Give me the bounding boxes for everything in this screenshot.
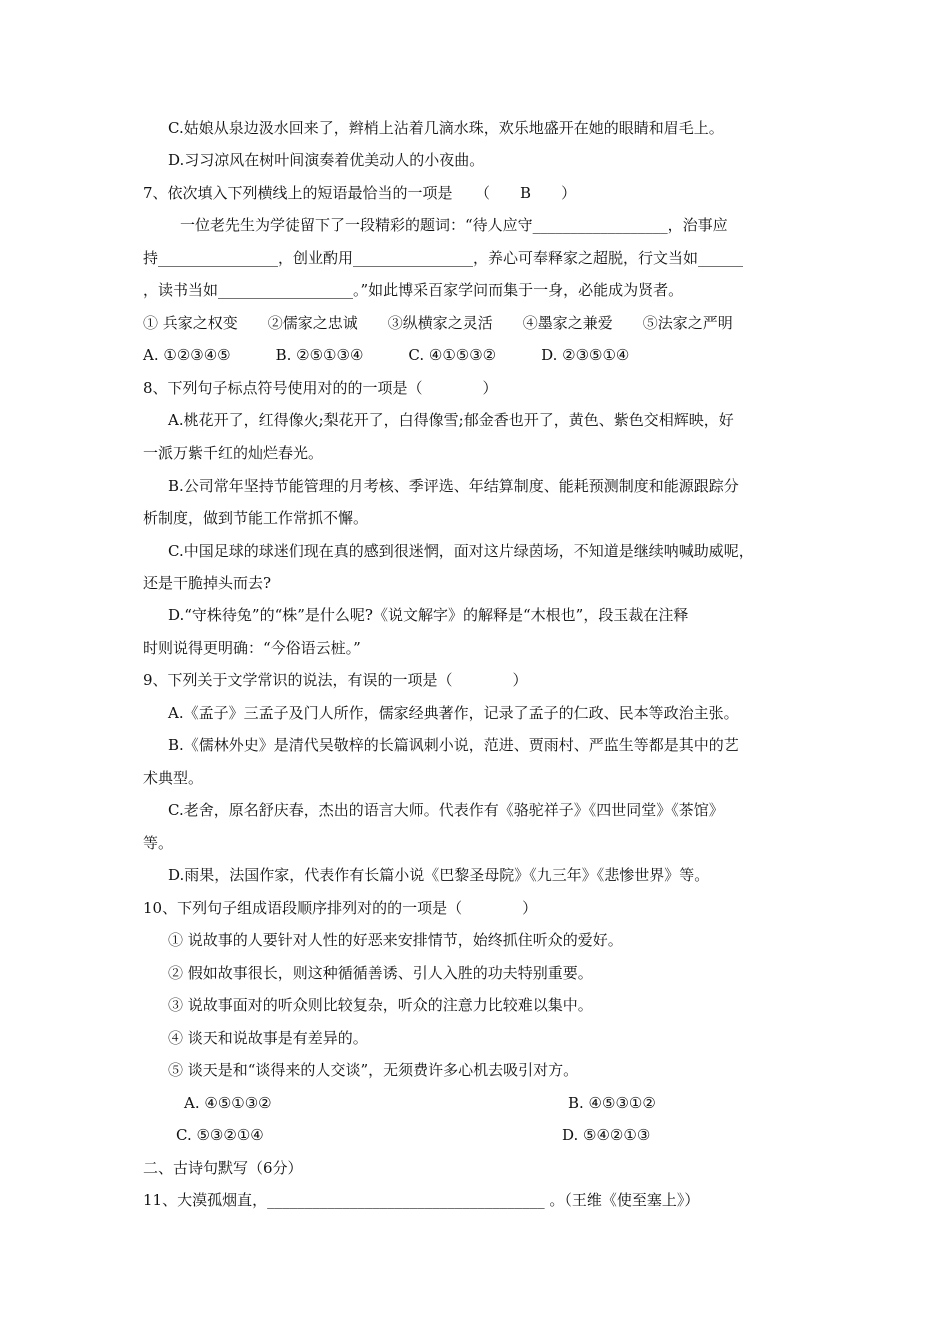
q8-option-c-line2: 还是干脆掉头而去? [143,574,272,592]
q7-passage-line3: ，读书当如__________________。”如此博采百家学问而集于一身，必能成为贤者。 [143,281,684,299]
q10-option-d: D. ⑤④②①③ [562,1126,651,1144]
q10-sentence-3: ③ 说故事面对的听众则比较复杂，听众的注意力比较难以集中。 [168,996,593,1014]
q7-choices: ① 兵家之权变 ②儒家之忠诚 ③纵横家之灵活 ④墨家之兼爱 ⑤法家之严明 [143,314,733,332]
q7-passage-line2: 持________________，创业酌用________________，养心可奉释家之超脱，行文当如______ [143,249,744,267]
q8-option-b-line2: 析制度，做到节能工作常抓不懈。 [143,509,369,527]
q9-option-d: D.雨果，法国作家，代表作有长篇小说《巴黎圣母院》《九三年》《悲惨世界》等。 [168,866,710,884]
q10-sentence-4: ④ 谈天和说故事是有差异的。 [168,1029,368,1047]
q9-option-c-line1: C.老舍，原名舒庆春，杰出的语言大师。代表作有《骆驼祥子》《四世同堂》《茶馆》 [168,801,724,819]
section-2-heading: 二、古诗句默写（6分） [143,1159,303,1177]
q8-option-a-line2: 一派万紫千红的灿烂春光。 [143,444,324,462]
q11-stem: 11、大漠孤烟直，_____________________________________ 。（王维《使至塞上》） [143,1191,700,1209]
q9-option-b-line1: B.《儒林外史》是清代吴敬梓的长篇讽刺小说，范进、贾雨村、严监生等都是其中的艺 [168,736,739,754]
q8-option-d-line2: 时则说得更明确：“今俗语云桩。” [143,639,361,657]
q9-option-b-line2: 术典型。 [143,769,204,787]
q10-sentence-5: ⑤ 谈天是和“谈得来的人交谈”，无须费许多心机去吸引对方。 [168,1061,579,1079]
q10-sentence-1: ① 说故事的人要针对人性的好恶来安排情节，始终抓住听众的爱好。 [168,931,623,949]
q7-passage-line1: 一位老先生为学徒留下了一段精彩的题词：“待人应守__________________，治事应 [180,216,728,234]
q10-option-c: C. ⑤③②①④ [176,1126,264,1144]
q10-stem: 10、下列句子组成语段顺序排列对的的一项是（ ） [143,899,538,917]
q10-sentence-2: ② 假如故事很长，则这种循循善诱、引人入胜的功夫特别重要。 [168,964,593,982]
q9-stem: 9、下列关于文学常识的说法，有误的一项是（ ） [143,671,528,689]
q8-stem: 8、下列句子标点符号使用对的的一项是（ ） [143,379,498,397]
q8-option-a-line1: A.桃花开了，红得像火;梨花开了，白得像雪;郁金香也开了，黄色、紫色交相辉映，好 [168,411,734,429]
q8-option-d-line1: D.“守株待兔”的“株”是什么呢?《说文解字》的解释是“木根也”，段玉裁在注释 [168,606,689,624]
q10-option-a: A. ④⑤①③② [184,1094,272,1112]
q7-stem: 7、依次填入下列横线上的短语最恰当的一项是 （ B ） [143,184,577,202]
q7-answers: A. ①②③④⑤ B. ②⑤①③④ C. ④①⑤③② D. ②③⑤①④ [143,346,630,364]
q8-option-c-line1: C.中国足球的球迷们现在真的感到很迷惘，面对这片绿茵场，不知道是继续呐喊助威呢， [168,542,754,560]
q6-option-c: C.姑娘从泉边汲水回来了，辫梢上沾着几滴水珠，欢乐地盛开在她的眼睛和眉毛上。 [168,119,724,137]
q9-option-c-line2: 等。 [143,834,174,852]
q9-option-a: A.《孟子》三孟子及门人所作，儒家经典著作，记录了孟子的仁政、民本等政治主张。 [168,704,739,722]
q6-option-d: D.习习凉风在树叶间演奏着优美动人的小夜曲。 [168,151,485,169]
q8-option-b-line1: B.公司常年坚持节能管理的月考核、季评选、年结算制度、能耗预测制度和能源跟踪分 [168,477,739,495]
q10-option-b: B. ④⑤③①② [568,1094,656,1112]
